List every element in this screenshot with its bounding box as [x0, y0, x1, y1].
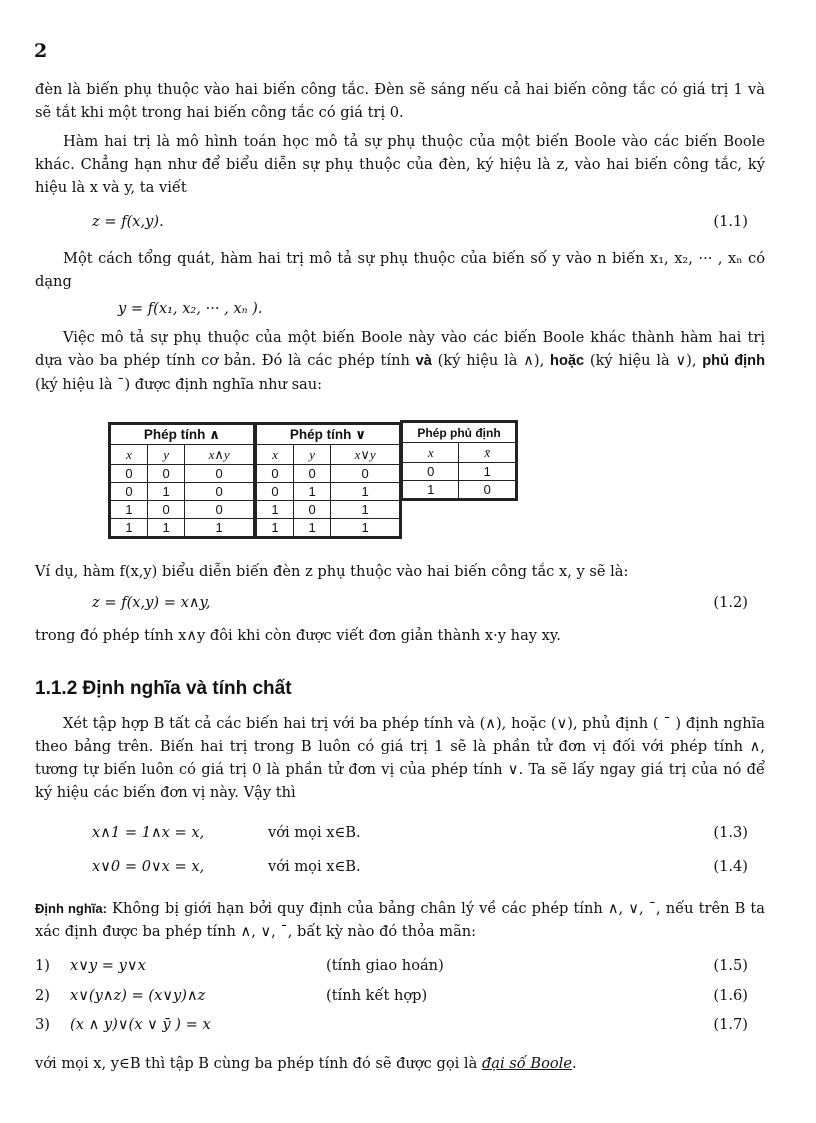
paragraph-4-text: (ký hiệu là ∨),: [584, 352, 703, 369]
table-cell: 1: [331, 519, 400, 537]
table-cell: 0: [111, 465, 148, 483]
paragraph-3: Một cách tổng quát, hàm hai trị mô tả sự phụ thuộc của biến số y vào n biến x₁, x₂, ··· , xₙ có dạng: [35, 250, 765, 290]
paragraph-1: đèn là biến phụ thuộc vào hai biến công tắc. Đèn sẽ sáng nếu cả hai biến công tắc có giá trị 1 và sẽ tắt khi một trong hai biến công tắc có giá trị 0.: [35, 81, 765, 121]
axiom-description: (tính giao hoán): [326, 957, 444, 974]
equation-1-4: x∨0 = 0∨x = x,: [92, 858, 205, 875]
or-table-title: Phép tính ∨: [257, 425, 400, 445]
table-cell: 1: [459, 463, 516, 481]
equation-number: (1.1): [713, 213, 748, 230]
equation-1-1: z = f(x,y).: [92, 213, 164, 230]
equation-number: (1.3): [713, 824, 748, 841]
axiom-formula: x∨(y∧z) = (x∨y)∧z: [70, 987, 206, 1004]
paragraph-6: trong đó phép tính x∧y đôi khi còn được viết đơn giản thành x·y hay xy.: [35, 627, 561, 644]
axiom-description: (tính kết hợp): [326, 987, 428, 1004]
paragraph-7: Xét tập hợp B tất cả các biến hai trị với ba phép tính và (∧), hoặc (∨), phủ định ( ¯ ) định nghĩa theo bảng trên. Biến hai trị trong B luôn có giá trị 1 sẽ là phần tử đơn vị đối với phép tính ∧, tương tự biến luôn có giá trị 0 là phần tử đơn vị của phép tính ∨. Ta sẽ lấy ngay giá trị của nó để ký hiệu các biến đơn vị này. Vậy thì: [35, 715, 765, 801]
equation-number: (1.7): [713, 1016, 748, 1033]
table-header: y: [148, 445, 185, 465]
paragraph-example: Ví dụ, hàm f(x,y) biểu diễn biến đèn z phụ thuộc vào hai biến công tắc x, y sẽ là:: [35, 563, 629, 580]
paragraph-4-text: (ký hiệu là ∧),: [431, 352, 551, 369]
table-header: x: [257, 445, 294, 465]
table-cell: 0: [403, 463, 459, 481]
paragraph-4-text: Việc mô tả sự phụ thuộc của một biến Boole này vào các biến Boole khác thành hàm hai trị dựa vào ba phép tính cơ bản. Đó là các phép tính: [35, 329, 765, 369]
table-cell: 1: [331, 501, 400, 519]
table-row: [403, 463, 516, 481]
equation-number: (1.6): [713, 987, 748, 1004]
page-number: 2: [34, 40, 48, 62]
table-row: [257, 483, 400, 501]
or-truth-table: [254, 422, 402, 539]
table-row: [111, 501, 254, 519]
and-table-title: Phép tính ∧: [111, 425, 254, 445]
table-header: x: [403, 443, 459, 463]
definition-paragraph: [35, 897, 765, 943]
term-phu-dinh: phủ định: [702, 353, 765, 369]
table-cell: 1: [294, 519, 331, 537]
table-cell: 1: [185, 519, 254, 537]
table-cell: 1: [111, 519, 148, 537]
paragraph-4-text: (ký hiệu là ¯) được định nghĩa như sau:: [35, 376, 323, 393]
table-row: [257, 501, 400, 519]
equation-1-2: z = f(x,y) = x∧y,: [92, 594, 211, 611]
table-cell: 0: [459, 481, 516, 499]
table-cell: 1: [294, 483, 331, 501]
section-heading: 1.1.2 Định nghĩa và tính chất: [35, 678, 292, 699]
table-cell: 0: [185, 465, 254, 483]
table-cell: 1: [257, 501, 294, 519]
axiom-number: 1): [35, 957, 50, 974]
table-cell: 0: [185, 501, 254, 519]
paragraph-2: Hàm hai trị là mô hình toán học mô tả sự phụ thuộc của một biến Boole vào các biến Boole khác. Chẳng hạn như để biểu diễn sự phụ thuộc của đèn, ký hiệu là z, vào hai biến công tắc, ký hiệu là x và y, ta viết: [35, 133, 765, 196]
equation-1-3: x∧1 = 1∧x = x,: [92, 824, 205, 841]
table-header: y: [294, 445, 331, 465]
table-cell: 0: [111, 483, 148, 501]
or-table: [256, 424, 400, 537]
term-hoac: hoặc: [550, 353, 585, 369]
table-cell: 0: [148, 465, 185, 483]
table-cell: 0: [294, 501, 331, 519]
table-row: [111, 519, 254, 537]
table-header: x̄: [459, 443, 516, 463]
table-cell: 1: [257, 519, 294, 537]
equation-number: (1.4): [713, 858, 748, 875]
term-va: và: [415, 353, 432, 369]
table-cell: 0: [331, 465, 400, 483]
axiom-formula: x∨y = y∨x: [70, 957, 146, 974]
axiom-number: 2): [35, 987, 50, 1004]
table-cell: 0: [185, 483, 254, 501]
table-header: x: [111, 445, 148, 465]
closing-text: với mọi x, y∈B thì tập B cùng ba phép tính đó sẽ được gọi là: [35, 1055, 482, 1072]
table-row: [257, 519, 400, 537]
general-function-equation: y = f(x₁, x₂, ··· , xₙ ).: [118, 300, 263, 317]
table-row: [111, 483, 254, 501]
not-table: [402, 422, 516, 499]
table-cell: 1: [111, 501, 148, 519]
table-cell: 0: [148, 501, 185, 519]
not-truth-table: [400, 420, 518, 501]
term-boolean-algebra: đại số Boole: [481, 1055, 572, 1072]
table-cell: 1: [331, 483, 400, 501]
not-table-title: Phép phủ định: [403, 423, 516, 443]
table-cell: 0: [257, 483, 294, 501]
equation-1-3-condition: với mọi x∈B.: [268, 824, 361, 841]
table-header: x∨y: [331, 445, 400, 465]
table-cell: 1: [148, 483, 185, 501]
table-cell: 1: [148, 519, 185, 537]
table-cell: 0: [257, 465, 294, 483]
table-header: x∧y: [185, 445, 254, 465]
axiom-formula: (x ∧ y)∨(x ∨ ȳ ) = x: [70, 1016, 211, 1033]
and-truth-table: [108, 422, 256, 539]
table-row: [403, 481, 516, 499]
table-cell: 0: [294, 465, 331, 483]
table-row: [111, 465, 254, 483]
equation-1-4-condition: với mọi x∈B.: [268, 858, 361, 875]
paragraph-4: [35, 326, 765, 396]
closing-paragraph: [35, 1052, 765, 1075]
definition-text: Không bị giới hạn bởi quy định của bảng chân lý về các phép tính ∧, ∨, ¯, nếu trên B ta xác định được ba phép tính ∧, ∨, ¯, bất kỳ nào đó thỏa mãn:: [35, 900, 765, 940]
and-table: [110, 424, 254, 537]
definition-label: Định nghĩa:: [35, 901, 107, 916]
axiom-number: 3): [35, 1016, 50, 1033]
closing-text: .: [571, 1055, 577, 1072]
table-row: [257, 465, 400, 483]
equation-number: (1.5): [713, 957, 748, 974]
equation-number: (1.2): [713, 594, 748, 611]
table-cell: 1: [403, 481, 459, 499]
